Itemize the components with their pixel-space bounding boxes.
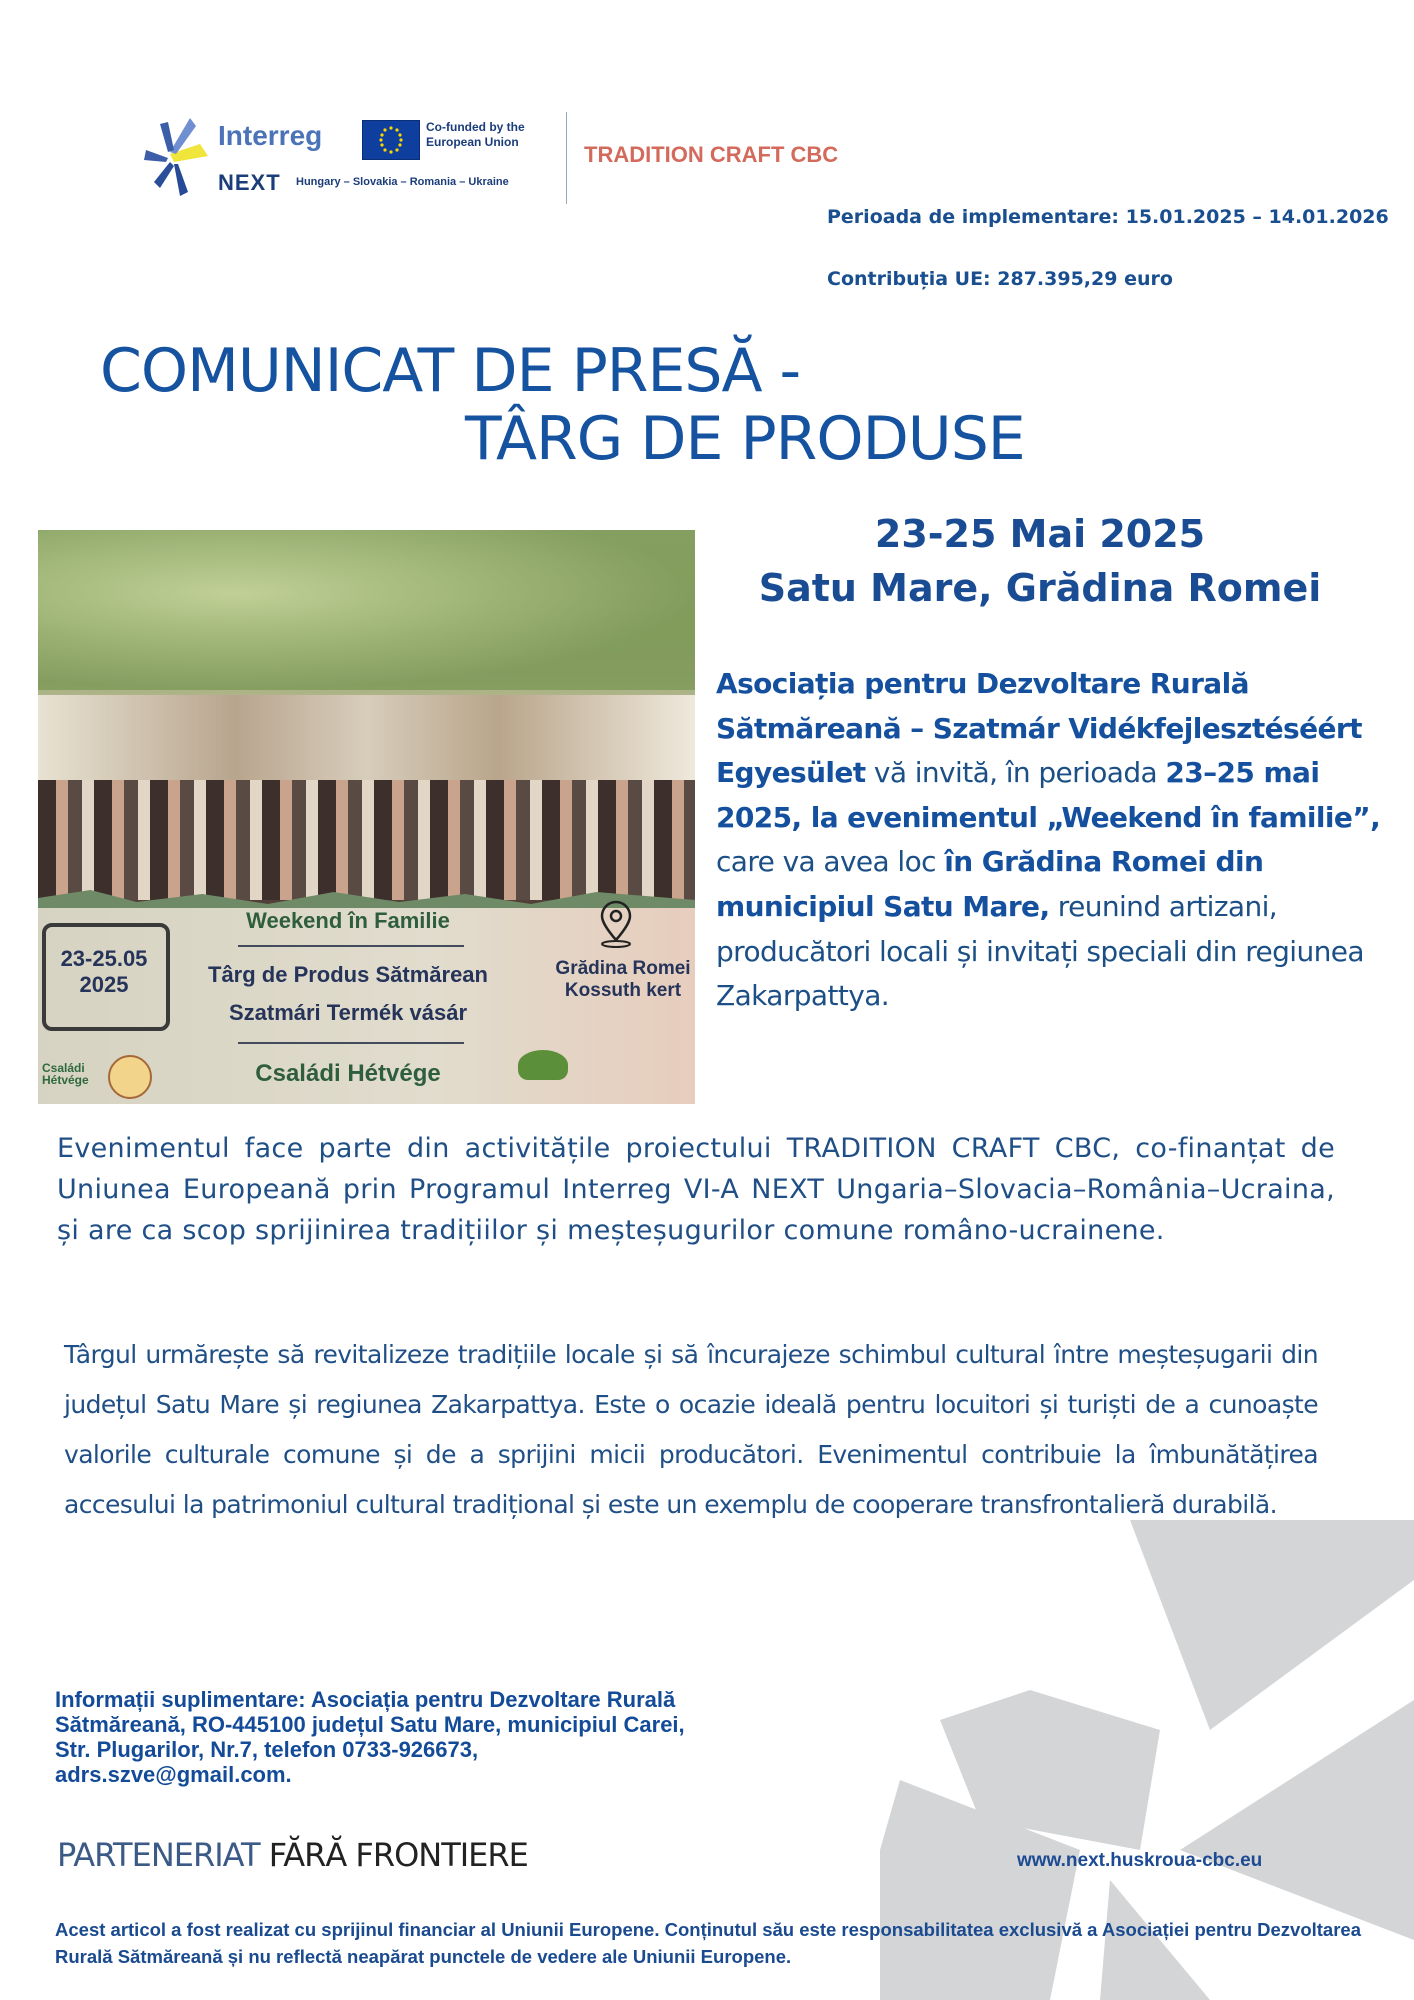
intro-paragraph — [716, 662, 1396, 1019]
implementation-period: Perioada de implementare: 15.01.2025 – 14.01.2026 — [827, 206, 1389, 228]
interreg-wordmark: Interreg — [218, 120, 323, 151]
slogan-part2: FĂRĂ FRONTIERE — [268, 1836, 528, 1874]
event-place: Satu Mare, Grădina Romei — [758, 566, 1322, 610]
intro-event-dates: 23–25 mai 2025, la evenimentul „Weekend în familie”, — [716, 756, 1381, 834]
intro-text: vă invită, în perioada — [865, 756, 1166, 790]
contact-line: Informații suplimentare: Asociația pentru Dezvoltare Rurală — [55, 1687, 676, 1712]
poster-subtitle-hu: Szatmári Termék vásár — [228, 1000, 468, 1025]
interreg-logo — [140, 112, 570, 204]
organization-name: Asociația pentru Dezvoltare Rurală Sătmăreană – Szatmár Vidékfejlesztéséért Egyesület — [716, 667, 1362, 790]
contact-line: Sătmăreană, RO-445100 județul Satu Mare, municipiul Carei, — [55, 1712, 685, 1737]
programme-countries: Hungary – Slovakia – Romania – Ukraine — [296, 176, 509, 188]
location-pin-icon — [596, 900, 636, 950]
page-title-line2: TÂRG DE PRODUSE — [465, 404, 1025, 474]
fair-description-paragraph: Târgul urmărește să revitalizeze tradițiile locale și să încurajeze schimbul cultural între meșteșugarii din județul Satu Mare și regiunea Zakarpattya. Este o ocazie ideală pentru locuitori și turiști de a cunoaște valorile culturale comune și de a sprijini micii producători. Evenimentul contribuie la îmbunătățirea accesului la patrimoniul cultural tradițional și este un exemplu de cooperare transfrontalieră durabilă. — [64, 1340, 1318, 1519]
poster-subtitle-ro: Târg de Produs Sătmărean — [208, 962, 488, 987]
association-logo — [518, 1050, 568, 1080]
poster-location-ro: Grădina Romei — [555, 958, 691, 979]
poster-location — [538, 958, 695, 1002]
cofunded-text: Co-funded by the European Union — [426, 120, 525, 149]
intro-text: care va avea loc — [716, 845, 945, 879]
event-dates: 23-25 Mai 2025 — [874, 512, 1206, 556]
event-poster-image — [38, 530, 695, 1104]
intro-event-place: în Grădina Romei din municipiul Satu Mare, — [716, 845, 1264, 923]
poster-date-line1: 23-25.05 — [60, 946, 148, 971]
logo-divider — [566, 112, 567, 204]
slogan — [57, 1836, 528, 1874]
poster-title-ro: Weekend în Familie — [246, 908, 450, 933]
poster-divider — [238, 945, 464, 947]
contact-line: Str. Plugarilor, Nr.7, telefon 0733-926673, — [55, 1737, 479, 1762]
next-wordmark: NEXT — [218, 170, 281, 195]
interreg-star-icon — [140, 116, 210, 196]
partner-logo — [108, 1055, 152, 1099]
contact-info — [55, 1687, 955, 1787]
project-paragraph: Evenimentul face parte din activitățile proiectului TRADITION CRAFT CBC, co-finanțat de Uniunea Europeană prin Programul Interreg VI-A NEXT Ungaria–Slovacia–România–Ucraina, și are ca scop sprijinirea tradițiilor și meșteșugurilor comune româno-ucrainene. — [57, 1133, 1335, 1246]
slogan-part1: PARTENERIAT — [57, 1836, 260, 1874]
project-name: TRADITION CRAFT CBC — [584, 142, 839, 167]
poster-date — [46, 946, 162, 998]
poster-divider — [238, 1042, 464, 1044]
eu-flag-icon — [362, 120, 420, 160]
intro-text: reunind artizani, producători locali și invitați speciali din regiunea Zakarpattya. — [716, 889, 1364, 1013]
csaladi-hetvege-logo: Családi Hétvége — [42, 1061, 89, 1087]
contact-email[interactable]: adrs.szve@gmail.com. — [55, 1762, 292, 1787]
eu-contribution: Contribuția UE: 287.395,29 euro — [827, 268, 1173, 290]
poster-location-hu: Kossuth kert — [564, 980, 682, 1001]
eu-disclaimer: Acest articol a fost realizat cu sprijinul financiar al Uniunii Europene. Conținutul său este responsabilitatea exclusivă a Asociației pentru Dezvoltarea Rurală Sătmăreană și nu reflectă neapărat punctele de vedere ale Uniunii Europene. — [55, 1919, 1361, 1967]
poster-date-line2: 2025 — [79, 972, 129, 997]
page-title-line1: COMUNICAT DE PRESĂ - — [100, 336, 801, 406]
poster-title-hu: Családi Hétvége — [255, 1060, 441, 1087]
website-link[interactable]: www.next.huskroua-cbc.eu — [1017, 1850, 1263, 1871]
